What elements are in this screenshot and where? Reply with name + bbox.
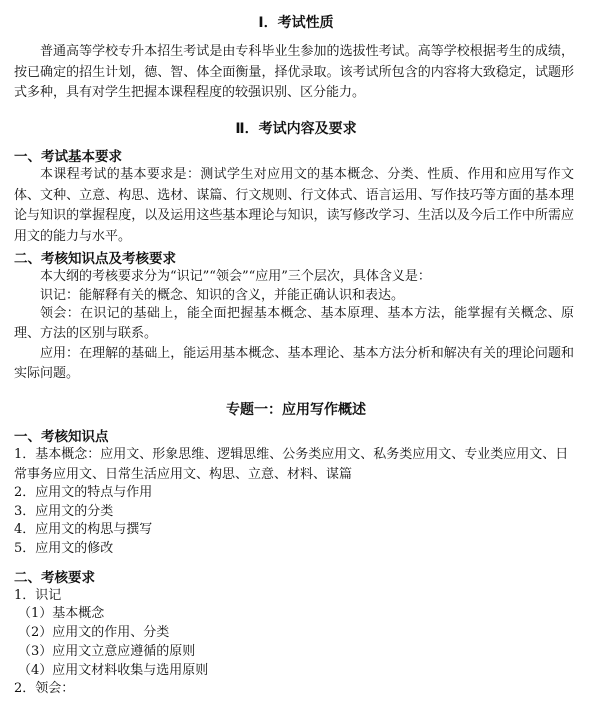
list-subitem: （3）应用文立意应遵循的原则 [18,644,196,659]
list-item: 2．应用文的特点与作用 [14,485,153,500]
heading-knowledge-points: 一、考核知识点 [14,429,109,445]
list-item-level1: 1．识记 [14,588,62,603]
list-item: 5．应用文的修改 [14,541,114,556]
topic-title: 专题一：应用写作概述 [226,402,366,418]
exam-nature-paragraph: 普通高等学校专升本招生考试是由专科毕业生参加的选拔性考试。高等学校根据考生的成绩，按已确定的招生计划，德、智、体全面衡量，择优录取。该考试所包含的内容将大致稳定，试题形式多种，具有对学生把握本课程程度的较强识别、区分能力。 [14,44,574,100]
heading-knowledge-requirements: 二、考核知识点及考核要求 [14,251,176,267]
basic-requirements-paragraph: 本课程考试的基本要求是：测试学生对应用文的基本概念、分类、性质、作用和应用写作文体、文种、立意、构思、选材、谋篇、行文规则、行文体式、语言运用、写作技巧等方面的基本理论与知识的掌握程度，以及运用这些基本理论与知识，读写修改学习、生活以及今后工作中所需应用文的能力与水平。 [14,167,574,244]
section-title-exam-nature: Ⅰ．考试性质 [258,15,334,31]
list-subitem: （2）应用文的作用、分类 [18,625,170,640]
heading-basic-requirements: 一、考试基本要求 [14,149,122,165]
list-item: 4．应用文的构思与撰写 [14,522,153,537]
list-subitem: （1）基本概念 [18,606,105,621]
section-title-exam-content: Ⅱ．考试内容及要求 [235,121,357,137]
list-item: 1．基本概念：应用文、形象思维、逻辑思维、公务类应用文、私务类应用文、专业类应用文、日常事务应用文、日常生活应用文、构思、立意、材料、谋篇 [14,447,569,482]
levels-intro: 本大纲的考核要求分为“识记”“领会”“应用”三个层次，具体含义是： [40,269,431,284]
list-item-level2: 2．领会： [14,681,75,696]
level-linghui: 领会：在识记的基础上，能全面把握基本概念、基本原理、基本方法，能掌握有关概念、原理、方法的区别与联系。 [14,306,574,341]
level-shiji: 识记：能解释有关的概念、知识的含义，并能正确认识和表达。 [40,288,405,303]
heading-exam-requirements: 二、考核要求 [14,570,95,586]
list-subitem: （4）应用文材料收集与选用原则 [18,663,209,678]
level-yingyong: 应用：在理解的基础上，能运用基本概念、基本理论、基本方法分析和解决有关的理论问题和实际问题。 [14,346,574,381]
list-item: 3．应用文的分类 [14,504,114,519]
